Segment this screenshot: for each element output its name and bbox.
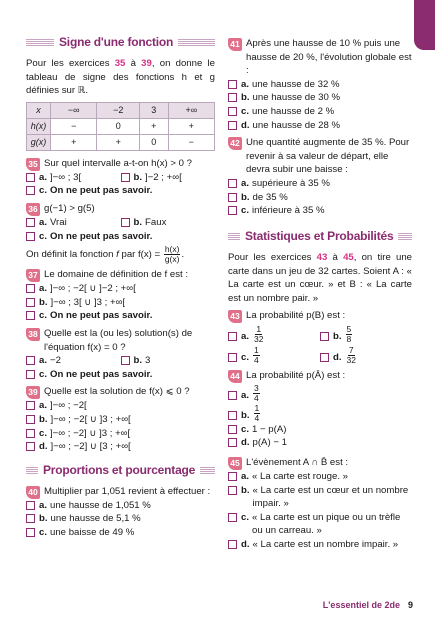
checkbox[interactable] <box>26 284 35 293</box>
q42-option-a[interactable]: a. supérieure à 35 % <box>228 177 412 191</box>
checkbox[interactable] <box>228 513 237 522</box>
q45-option-b[interactable]: b. « La carte est un cœur et un nombre impair. » <box>228 484 412 511</box>
fraction-h-over-g: $\frac{h(x)}{g(x)}$ <box>164 244 180 265</box>
q40-option-b[interactable]: b. une hausse de 5,1 % <box>26 512 215 526</box>
checkbox[interactable] <box>26 232 35 241</box>
q35-option-b[interactable]: b. ]−2 ; +∞[ <box>121 171 216 185</box>
intro-signe: Pour les exercices 35 à 39, on donne le tableau de signe des fonctions h et g définies sur ℝ. <box>26 58 215 97</box>
checkbox[interactable] <box>121 218 130 227</box>
q37-option-b[interactable]: b. ]−∞ ; 3[ ∪ ]3 ; +∞[ <box>26 296 215 310</box>
q36-option-b[interactable]: b. Faux <box>121 216 216 230</box>
checkbox[interactable] <box>228 411 237 420</box>
checkbox[interactable] <box>320 332 329 341</box>
checkbox[interactable] <box>26 442 35 451</box>
checkbox[interactable] <box>26 298 35 307</box>
sign-table-header: x −∞ −2 3 +∞ <box>27 102 215 118</box>
checkbox[interactable] <box>228 540 237 549</box>
q38-option-c[interactable]: c. On ne peut pas savoir. <box>26 368 215 382</box>
question-43: 43 La probabilité p(B) est : <box>228 309 412 323</box>
sign-table-row-h: h(x) − 0 + + <box>27 118 215 134</box>
q44-option-a[interactable]: a. $\frac{3}{4}$ <box>228 384 412 403</box>
q37-option-a[interactable]: a. ]−∞ ; −2[ ∪ ]−2 ; +∞[ <box>26 282 215 296</box>
checkbox[interactable] <box>26 356 35 365</box>
page-footer <box>323 599 413 612</box>
checkbox[interactable] <box>228 353 237 362</box>
q44-option-c[interactable]: c. 1 − p(A) <box>228 423 412 437</box>
q39-option-a[interactable]: a. ]−∞ ; −2[ <box>26 399 215 413</box>
checkbox[interactable] <box>228 425 237 434</box>
checkbox[interactable] <box>228 107 237 116</box>
q43-option-d[interactable]: d. $\frac{7}{32}$ <box>320 346 412 365</box>
checkbox[interactable] <box>121 173 130 182</box>
question-36: 36 g(−1) > g(5) <box>26 202 215 216</box>
definition-f: On définit la fonction f par f(x) = $\frac{h(x)}{g(x)}$ . <box>26 244 185 265</box>
checkbox[interactable] <box>26 186 35 195</box>
checkbox[interactable] <box>228 121 237 130</box>
q39-option-b[interactable]: b. ]−∞ ; −2[ ∪ ]3 ; +∞[ <box>26 413 215 427</box>
q40-option-c[interactable]: c. une baisse de 49 % <box>26 526 215 540</box>
section-title-signe: Signe d'une fonction <box>26 34 215 51</box>
checkbox[interactable] <box>228 80 237 89</box>
checkbox[interactable] <box>26 501 35 510</box>
question-40: 40 Multiplier par 1,051 revient à effectuer : <box>26 485 215 499</box>
q41-option-b[interactable]: b. une hausse de 30 % <box>228 91 412 105</box>
checkbox[interactable] <box>26 401 35 410</box>
checkbox[interactable] <box>320 353 329 362</box>
section-title-proportions: Proportions et pourcentage <box>26 462 215 479</box>
question-37: 37 Le domaine de définition de f est : <box>26 268 215 282</box>
checkbox[interactable] <box>26 311 35 320</box>
q39-option-d[interactable]: d. ]−∞ ; −2] ∪ [3 ; +∞[ <box>26 440 215 454</box>
q42-option-c[interactable]: c. inférieure à 35 % <box>228 204 412 218</box>
q45-option-d[interactable]: d. « La carte est un nombre impair. » <box>228 538 412 552</box>
intro-stats: Pour les exercices 43 à 45, on tire une carte dans un jeu de 32 cartes. Soient A : « La carte est un cœur. » et B : « La carte est un nombre pair. » <box>228 251 413 304</box>
page-number: 9 <box>407 600 413 611</box>
checkbox[interactable] <box>228 486 237 495</box>
checkbox[interactable] <box>228 93 237 102</box>
checkbox[interactable] <box>26 514 35 523</box>
checkbox[interactable] <box>228 332 237 341</box>
checkbox[interactable] <box>26 415 35 424</box>
q41-option-a[interactable]: a. une hausse de 32 % <box>228 78 412 92</box>
checkbox[interactable] <box>26 173 35 182</box>
section-title-stats: Statistiques et Probabilités <box>228 228 412 245</box>
q44-option-b[interactable]: b. $\frac{1}{4}$ <box>228 404 412 423</box>
q44-option-d[interactable]: d. p(A) − 1 <box>228 436 412 450</box>
checkbox[interactable] <box>228 206 237 215</box>
q36-option-a[interactable]: a. Vrai <box>26 216 121 230</box>
checkbox[interactable] <box>228 193 237 202</box>
q36-option-c[interactable]: c. On ne peut pas savoir. <box>26 230 215 244</box>
question-39: 39 Quelle est la solution de f(x) ⩽ 0 ? <box>26 385 215 399</box>
question-42: 42 Une quantité augmente de 35 %. Pour revenir à sa valeur de départ, elle devra subir une baisse : <box>228 136 412 177</box>
q38-option-a[interactable]: a. −2 <box>26 354 121 368</box>
question-41: 41 Après une hausse de 10 % puis une hausse de 20 %, l'évolution globale est : <box>228 37 412 78</box>
q35-option-a[interactable]: a. ]−∞ ; 3[ <box>26 171 121 185</box>
q41-option-d[interactable]: d. une hausse de 28 % <box>228 119 412 133</box>
question-45: 45 L'évènement A ∩ B̄ est : <box>228 456 412 470</box>
q41-option-c[interactable]: c. une hausse de 2 % <box>228 105 412 119</box>
left-column <box>26 30 215 540</box>
checkbox[interactable] <box>26 528 35 537</box>
q38-option-b[interactable]: b. 3 <box>121 354 216 368</box>
page-tab <box>414 0 435 50</box>
checkbox[interactable] <box>228 438 237 447</box>
sign-table-row-g: g(x) + + 0 − <box>27 134 215 150</box>
right-column <box>228 37 412 552</box>
question-38: 38 Quelle est la (ou les) solution(s) de l'équation f(x) = 0 ? <box>26 327 215 354</box>
q42-option-b[interactable]: b. de 35 % <box>228 191 412 205</box>
q40-option-a[interactable]: a. une hausse de 1,051 % <box>26 499 215 513</box>
q43-option-a[interactable]: a. $\frac{1}{32}$ <box>228 325 320 344</box>
checkbox[interactable] <box>228 179 237 188</box>
q35-option-c[interactable]: c. On ne peut pas savoir. <box>26 184 215 198</box>
footer-title: L'essentiel de 2de <box>322 600 400 611</box>
question-35: 35 Sur quel intervalle a-t-on h(x) > 0 ? <box>26 157 215 171</box>
checkbox[interactable] <box>26 218 35 227</box>
q43-option-b[interactable]: b. $\frac{5}{8}$ <box>320 325 412 344</box>
question-44: 44 La probabilité p(Ā) est : <box>228 369 412 383</box>
checkbox[interactable] <box>228 472 237 481</box>
q39-option-c[interactable]: c. ]−∞ ; −2] ∪ ]3 ; +∞[ <box>26 427 215 441</box>
checkbox[interactable] <box>121 356 130 365</box>
q45-option-c[interactable]: c. « La carte est un pique ou un trèfle ou un carreau. » <box>228 511 412 538</box>
q43-option-c[interactable]: c. $\frac{1}{4}$ <box>228 346 320 365</box>
q45-option-a[interactable]: a. « La carte est rouge. » <box>228 470 412 484</box>
checkbox[interactable] <box>228 391 237 400</box>
checkbox[interactable] <box>26 429 35 438</box>
checkbox[interactable] <box>26 370 35 379</box>
q37-option-c[interactable]: c. On ne peut pas savoir. <box>26 309 215 323</box>
sign-table <box>26 102 215 151</box>
